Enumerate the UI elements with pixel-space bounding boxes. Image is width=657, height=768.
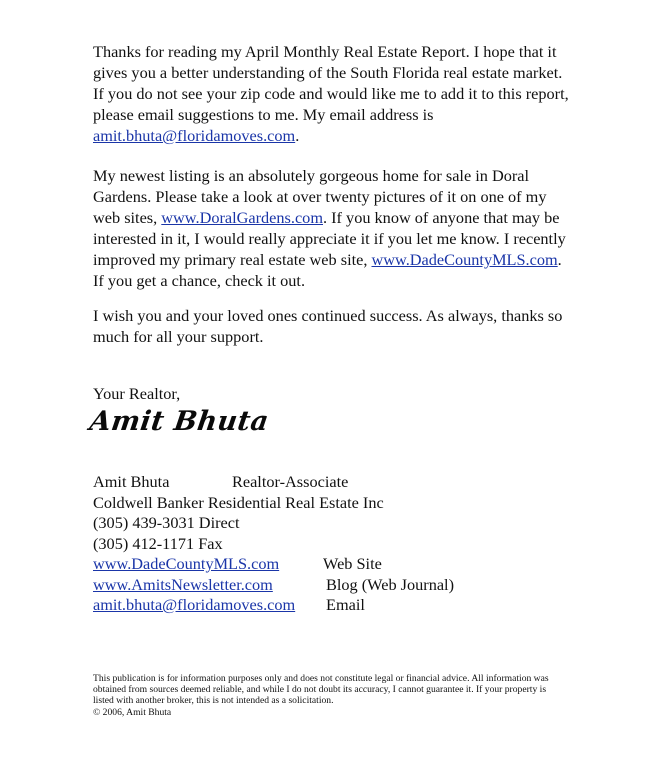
dade-county-mls-link[interactable]: www.DadeCountyMLS.com [371,250,558,269]
listing-text-1: My newest listing is an absolutely gorgeous home for sale in Doral Gardens. Please take a look at over twenty pictures of it on one of my web sites, [93,166,547,227]
contact-name: Amit Bhuta [93,472,170,491]
disclaimer [93,673,563,718]
website-label: Web Site [323,554,382,573]
contact-name-row [93,472,384,493]
paragraph-intro [93,41,573,146]
listing-text-2: . If you know of anyone that may be interested in it, I would really appreciate it if you let me know. I recently improved my primary real estate web site, [93,208,566,269]
intro-period: . [295,126,300,145]
contact-email-row [93,595,384,616]
email-label: Email [326,595,365,614]
paragraph-listing [93,165,573,291]
contact-company: Coldwell Banker Residential Real Estate Inc [93,492,384,512]
listing-text-3: . If you get a chance, check it out. [93,250,562,290]
website-link[interactable]: www.DadeCountyMLS.com [93,554,280,573]
contact-phone-direct: (305) 439-3031 Direct [93,513,240,532]
contact-title: Realtor-Associate [232,472,349,491]
contact-phone-fax: (305) 412-1171 Fax [93,533,223,553]
copyright: © 2006, Amit Bhuta [93,706,172,718]
doral-gardens-link[interactable]: www.DoralGardens.com [161,208,323,227]
intro-text: Thanks for reading my April Monthly Real Estate Report. I hope that it gives you a better understanding of the South Florida real estate market. If you do not see your zip code and would like me to add it to this report, please email suggestions to me. My email address is [93,42,569,124]
disclaimer-text: This publication is for information purposes only and does not constitute legal or financial advice. All information was obtained from sources deemed reliable, and while I do not doubt its accuracy, I cannot guarantee it. If your property is listed with another broker, this is not intended as a solicitation. [93,673,549,707]
blog-label: Blog (Web Journal) [326,574,455,594]
paragraph-wishes: I wish you and your loved ones continued success. As always, thanks so much for all your support. [93,306,563,346]
email-link[interactable]: amit.bhuta@floridamoves.com [93,595,296,614]
email-link-intro[interactable]: amit.bhuta@floridamoves.com [93,126,296,145]
handwritten-signature: Amit Bhuta [87,406,271,437]
contact-block [93,472,455,616]
contact-website-row [93,554,384,575]
blog-link[interactable]: www.AmitsNewsletter.com [93,574,273,594]
contact-blog-row [93,574,455,596]
closing-line: Your Realtor, [93,384,181,403]
